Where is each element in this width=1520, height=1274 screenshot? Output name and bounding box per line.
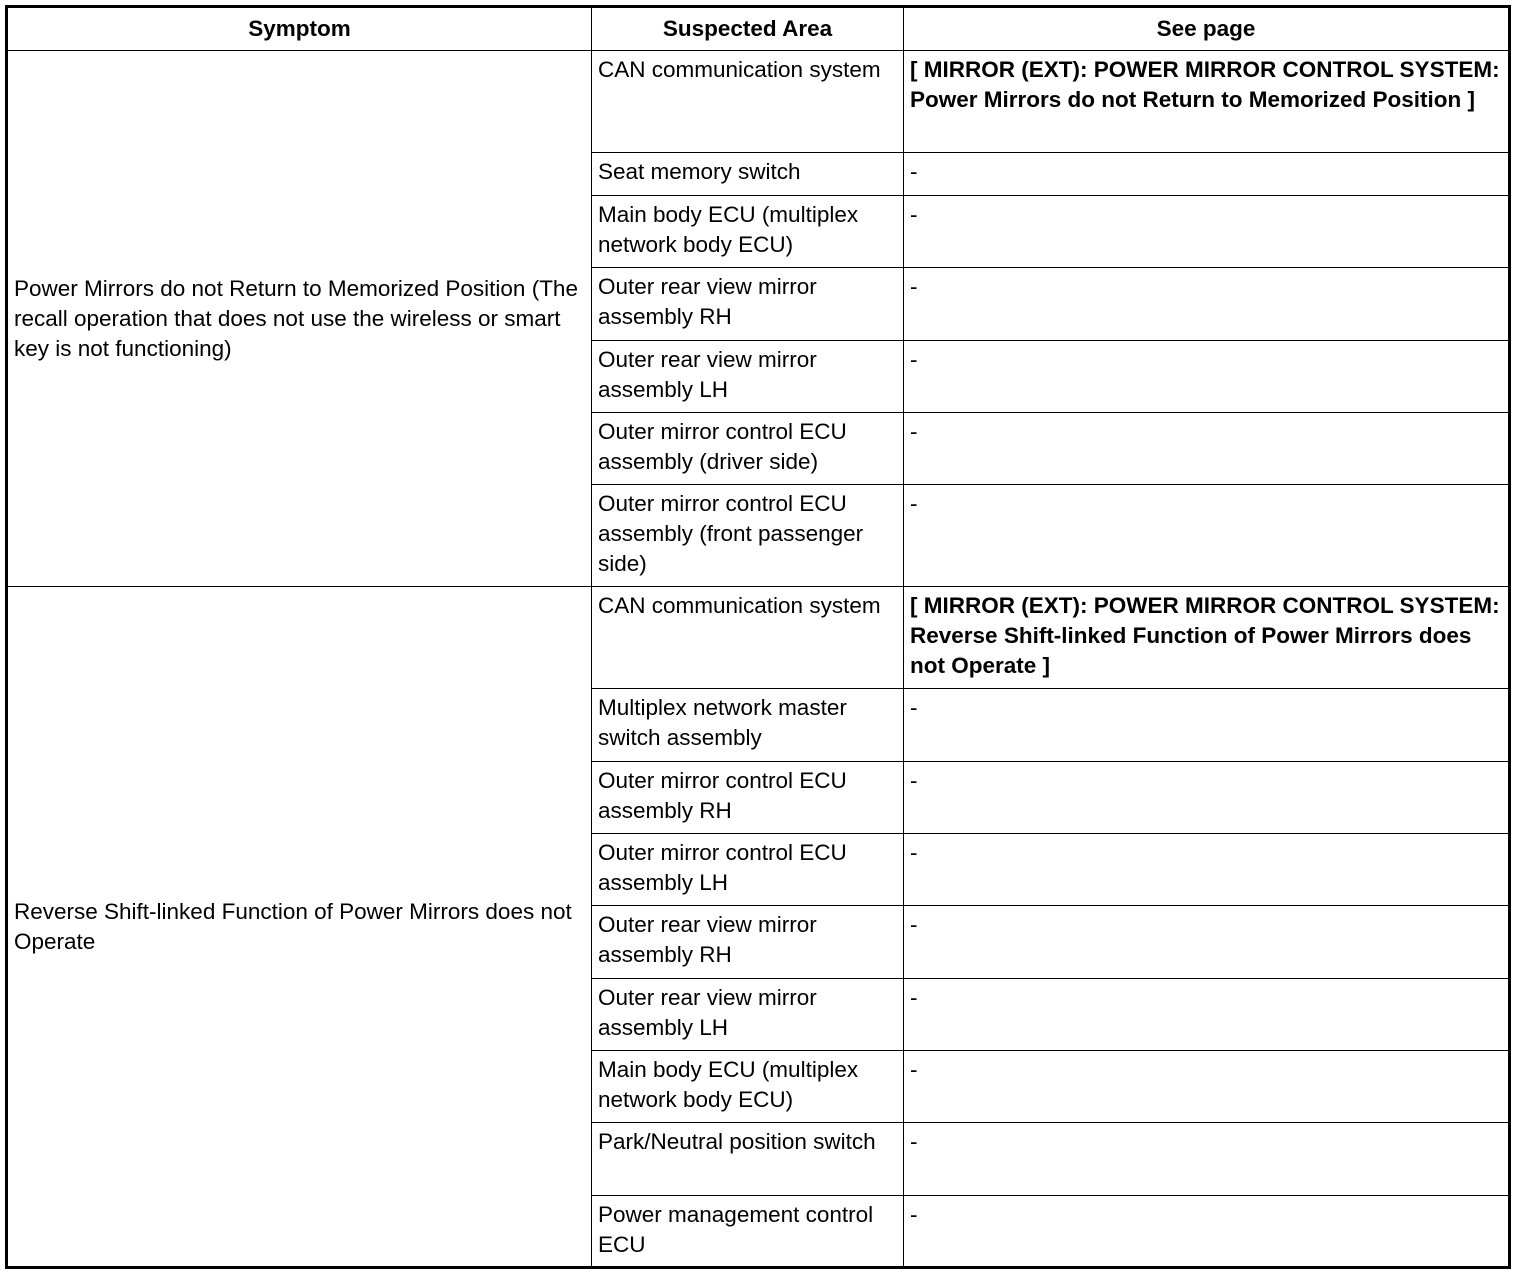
suspected-area-cell: Main body ECU (multiplex network body ECU) (592, 196, 904, 268)
suspected-area-cell: Outer rear view mirror assembly LH (592, 979, 904, 1051)
suspected-area-cell: Multiplex network master switch assembly (592, 689, 904, 762)
see-page-cell: - (904, 1123, 1510, 1196)
suspected-area-cell: Seat memory switch (592, 153, 904, 196)
see-page-cell: - (904, 979, 1510, 1051)
header-row (7, 7, 1510, 51)
symptom-cell: Power Mirrors do not Return to Memorized Position (The recall operation that does not use the wireless or smart key is not functioning) (7, 51, 592, 587)
see-page-cell: - (904, 485, 1510, 587)
suspected-area-cell: Outer mirror control ECU assembly RH (592, 762, 904, 834)
see-page-cell: - (904, 762, 1510, 834)
see-page-cell: - (904, 689, 1510, 762)
suspected-area-cell: Park/Neutral position switch (592, 1123, 904, 1196)
table-body (7, 51, 1510, 1268)
header-symptom: Symptom (7, 7, 592, 51)
suspected-area-cell: Outer mirror control ECU assembly (driver side) (592, 413, 904, 485)
see-page-cell: - (904, 413, 1510, 485)
table-row (7, 51, 1510, 153)
suspected-area-cell: Outer rear view mirror assembly RH (592, 268, 904, 341)
suspected-area-cell: Outer mirror control ECU assembly (front passenger side) (592, 485, 904, 587)
troubleshooting-table (5, 5, 1511, 1269)
header-suspected-area: Suspected Area (592, 7, 904, 51)
see-page-cell: - (904, 196, 1510, 268)
see-page-cell: - (904, 153, 1510, 196)
see-page-reference: [ MIRROR (EXT): POWER MIRROR CONTROL SYSTEM: Reverse Shift-linked Function of Power Mirrors does not Operate ] (904, 587, 1510, 689)
suspected-area-cell: Outer mirror control ECU assembly LH (592, 834, 904, 906)
suspected-area-cell: Power management control ECU (592, 1196, 904, 1268)
suspected-area-cell: CAN communication system (592, 587, 904, 689)
see-page-cell: - (904, 1196, 1510, 1268)
suspected-area-cell: CAN communication system (592, 51, 904, 153)
see-page-cell: - (904, 268, 1510, 341)
suspected-area-cell: Outer rear view mirror assembly LH (592, 341, 904, 413)
see-page-reference: [ MIRROR (EXT): POWER MIRROR CONTROL SYSTEM: Power Mirrors do not Return to Memorized Position ] (904, 51, 1510, 153)
see-page-cell: - (904, 1051, 1510, 1123)
see-page-cell: - (904, 906, 1510, 979)
table-row (7, 587, 1510, 689)
symptom-cell: Reverse Shift-linked Function of Power Mirrors does not Operate (7, 587, 592, 1268)
suspected-area-cell: Main body ECU (multiplex network body ECU) (592, 1051, 904, 1123)
see-page-cell: - (904, 834, 1510, 906)
suspected-area-cell: Outer rear view mirror assembly RH (592, 906, 904, 979)
header-see-page: See page (904, 7, 1510, 51)
see-page-cell: - (904, 341, 1510, 413)
